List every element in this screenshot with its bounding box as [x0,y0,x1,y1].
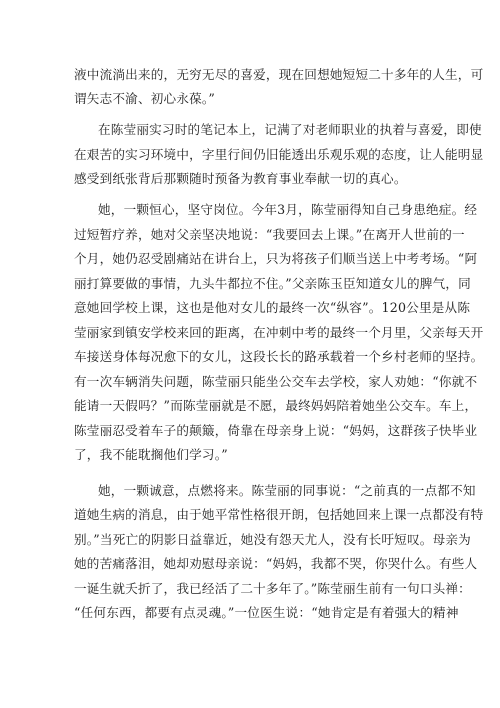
text-line: 陈莹丽忍受着车子的颠簸，倚靠在母亲身上说：“妈妈，这群孩子快毕业 [74,423,478,438]
text-line: 过短暂疗养，她对父亲坚决地说：“我要回去上课。”在离开人世前的一 [74,227,465,242]
text-line: 感受到纸张背后那颗随时预备为教育事业奉献一切的真心。 [74,171,407,186]
text-line: 谓矢志不渝、初心永葆。” [74,91,216,106]
text-line: 在艰苦的实习环境中，字里行间仍旧能透出乐观乐观的态度，让人能明显 [74,147,484,162]
text-line: 能请一天假吗？”而陈莹丽就是不愿，最终妈妈陪着她坐公交车。车上， [74,398,478,413]
text-line: 她，一颗诚意，点燃将来。陈莹丽的同事说：“之前真的一点都不知 [98,483,476,498]
text-line: 丽打算要做的事情，九头牛都拉不住。”父亲陈玉臣知道女儿的脾气，同 [74,276,471,291]
text-line: 她，一颗恒心，坚守岗位。今年3月，陈莹丽得知自己身患绝症。经 [98,202,478,217]
text-line: 道她生病的消息，由于她平常性格很开朗，包括她回来上课一点都没有特 [74,507,484,522]
text-line: 有一次车辆消失问题，陈莹丽只能坐公交车去学校，家人劝她：“你就不 [74,374,478,389]
text-line: 车接送身体每况愈下的女儿，这段长长的路承载着一个乡村老师的坚持。 [74,349,484,364]
text-line: 别。”当死亡的阴影日益靠近，她没有怨天尤人，没有长吁短叹。母亲为 [74,532,471,547]
text-line: “任何东西，都要有点灵魂。”一位医生说：“她肯定是有着强大的精神 [74,605,459,620]
text-line: 意她回学校上课，这也是他对女儿的最终一次“纵容”。120公里是从陈 [74,300,471,315]
text-line: 个月，她仍忍受剧痛站在讲台上，只为将孩子们顺当送上中考考场。“阿 [74,251,478,266]
text-line: 液中流淌出来的，无穷无尽的喜爱，现在回想她短短二十多年的人生，可 [74,67,484,82]
text-line: 在陈莹丽实习时的笔记本上，记满了对老师职业的执着与喜爱，即使 [98,122,482,137]
text-line: 莹丽家到镇安学校来回的距离，在冲刺中考的最终一个月里，父亲每天开 [74,325,484,340]
text-line: 她的苦痛落泪，她却劝慰母亲说：“妈妈，我都不哭，你哭什么。有些人 [74,556,478,571]
text-line: 一诞生就夭折了，我已经活了二十多年了。”陈莹丽生前有一句口头禅： [74,581,471,596]
text-line: 了，我不能耽搁他们学习。” [74,447,228,462]
